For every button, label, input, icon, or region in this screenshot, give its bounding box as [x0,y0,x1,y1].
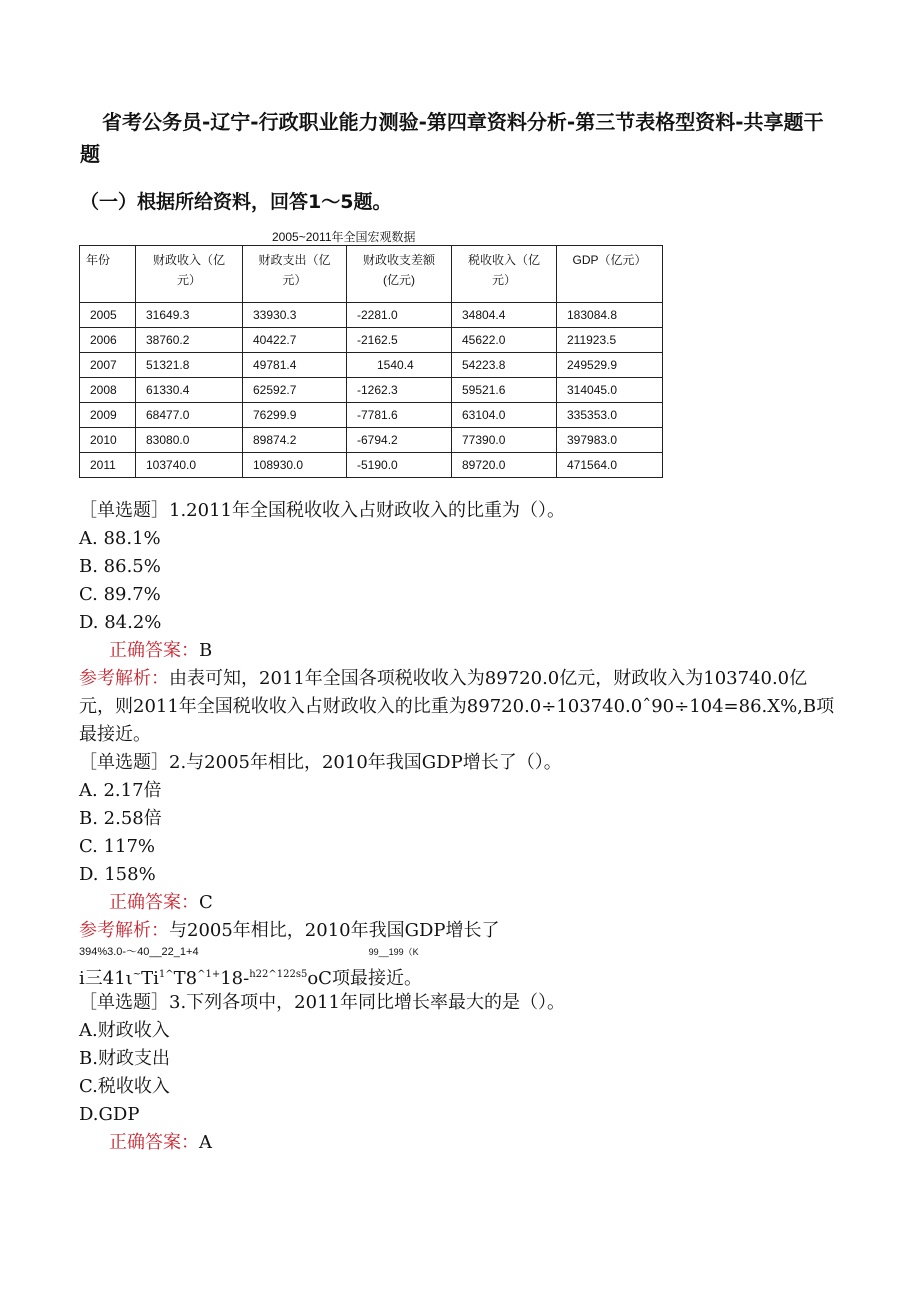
table-cell: 51321.8 [136,353,243,378]
analysis-text: 与2005年相比，2010年我国GDP增长了 [169,920,500,941]
table-cell: 31649.3 [136,303,243,328]
table-row [80,378,663,403]
table-row [80,453,663,478]
q1-option-c: C. 89.7% [79,584,161,605]
answer-label: 正确答案： [109,640,199,661]
table-cell: 2009 [80,403,136,428]
table-header-row [80,246,663,303]
q1-stem: ［单选题］1.2011年全国税收收入占财政收入的比重为（）。 [79,500,565,521]
q2-option-d: D. 158% [79,864,156,885]
q1-answer [79,637,839,665]
q2-option-c: C. 117% [79,836,156,857]
analysis-label: 参考解析： [79,920,169,941]
table-cell: 61330.4 [136,378,243,403]
header-gdp: GDP（亿元） [557,246,663,303]
formula-small-tail: 99__199（K [368,947,419,957]
macro-data-table [79,245,663,478]
formula-sup: 1^ [158,969,174,980]
table-cell: 77390.0 [452,428,557,453]
q1-analysis [79,665,839,749]
table-cell: 2005 [80,303,136,328]
q1-option-b: B. 86.5% [79,556,161,577]
q3-option-d: D.GDP [79,1104,140,1125]
answer-value: B [199,640,213,661]
table-cell: 2006 [80,328,136,353]
formula-part: Ti [141,968,159,989]
q2-analysis [79,917,839,945]
section-heading: （一）根据所给资料，回答1～5题。 [80,191,392,213]
q2-stem: ［单选题］2.与2005年相比，2010年我国GDP增长了（）。 [79,752,562,773]
table-cell: 68477.0 [136,403,243,428]
questions-body [79,497,839,1157]
table-cell: -5190.0 [347,453,452,478]
table-row [80,303,663,328]
table-cell: 40422.7 [243,328,347,353]
table-cell: 249529.9 [557,353,663,378]
header-fiscal-balance: 财政收支差额 (亿元) [347,246,452,303]
table-cell: 108930.0 [243,453,347,478]
table-cell: 2008 [80,378,136,403]
table-cell: 1540.4 [347,353,452,378]
table-cell: 397983.0 [557,428,663,453]
formula-part: oC项最接近。 [307,968,422,989]
header-fiscal-revenue: 财政收入（亿 元） [136,246,243,303]
table-caption: 2005~2011年全国宏观数据 [272,230,416,244]
analysis-text: 由表可知，2011年全国各项税收收入为89720.0亿元，财政收入为103740.0亿元，则2011年全国税收收入占财政收入的比重为89720.0÷103740.0ˆ90÷104=86.X%,B项最接近。 [79,668,835,745]
table-cell: -1262.3 [347,378,452,403]
header-year: 年份 [80,246,136,303]
formula-sup: ^1+ [197,969,221,980]
table-cell: 59521.6 [452,378,557,403]
table-cell: 83080.0 [136,428,243,453]
table-cell: 314045.0 [557,378,663,403]
table-cell: 103740.0 [136,453,243,478]
table-cell: -6794.2 [347,428,452,453]
table-cell: 45622.0 [452,328,557,353]
q3-answer [79,1129,839,1157]
q2-answer [79,889,839,917]
table-row [80,328,663,353]
formula-part: T8 [173,968,198,989]
table-cell: 2010 [80,428,136,453]
q1-option-d: D. 84.2% [79,612,162,633]
table-cell: 34804.4 [452,303,557,328]
formula-part: i三41ι [79,968,133,989]
table-cell: 76299.9 [243,403,347,428]
answer-label: 正确答案： [109,1132,199,1153]
table-cell: 211923.5 [557,328,663,353]
q2-option-b: B. 2.58倍 [79,808,162,829]
table-cell: 89720.0 [452,453,557,478]
table-cell: -2281.0 [347,303,452,328]
answer-label: 正确答案： [109,892,199,913]
q3-stem: ［单选题］3.下列各项中，2011年同比增长率最大的是（）。 [79,992,565,1013]
q1-option-a: A. 88.1% [79,528,161,549]
table-cell: 49781.4 [243,353,347,378]
table-row [80,353,663,378]
answer-value: A [199,1132,212,1153]
formula-sup: h22^122s5 [249,969,308,980]
table-cell: 38760.2 [136,328,243,353]
table-cell: -2162.5 [347,328,452,353]
analysis-label: 参考解析： [79,668,169,689]
q3-option-c: C.税收收入 [79,1076,170,1097]
formula-small-text: 394%3.0-～40__22_1+4 [79,946,199,958]
table-cell: 183084.8 [557,303,663,328]
q3-option-a: A.财政收入 [79,1020,170,1041]
table-cell: -7781.6 [347,403,452,428]
q2-formula-line [79,961,839,989]
table-cell: 335353.0 [557,403,663,428]
formula-part: 18- [220,968,250,989]
table-row [80,403,663,428]
q2-formula-small [79,945,839,961]
table-cell: 89874.2 [243,428,347,453]
q3-option-b: B.财政支出 [79,1048,170,1069]
q2-option-a: A. 2.17倍 [79,780,162,801]
document-title: 省考公务员-辽宁-行政职业能力测验-第四章资料分析-第三节表格型资料-共享题干题 [80,110,824,166]
header-fiscal-expenditure: 财政支出（亿 元） [243,246,347,303]
formula-sup: ~ [132,969,142,980]
answer-value: C [199,892,213,913]
table-cell: 54223.8 [452,353,557,378]
table-cell: 63104.0 [452,403,557,428]
table-cell: 471564.0 [557,453,663,478]
table-cell: 2007 [80,353,136,378]
table-cell: 2011 [80,453,136,478]
header-tax-revenue: 税收收入（亿 元） [452,246,557,303]
table-cell: 33930.3 [243,303,347,328]
table-cell: 62592.7 [243,378,347,403]
table-row [80,428,663,453]
